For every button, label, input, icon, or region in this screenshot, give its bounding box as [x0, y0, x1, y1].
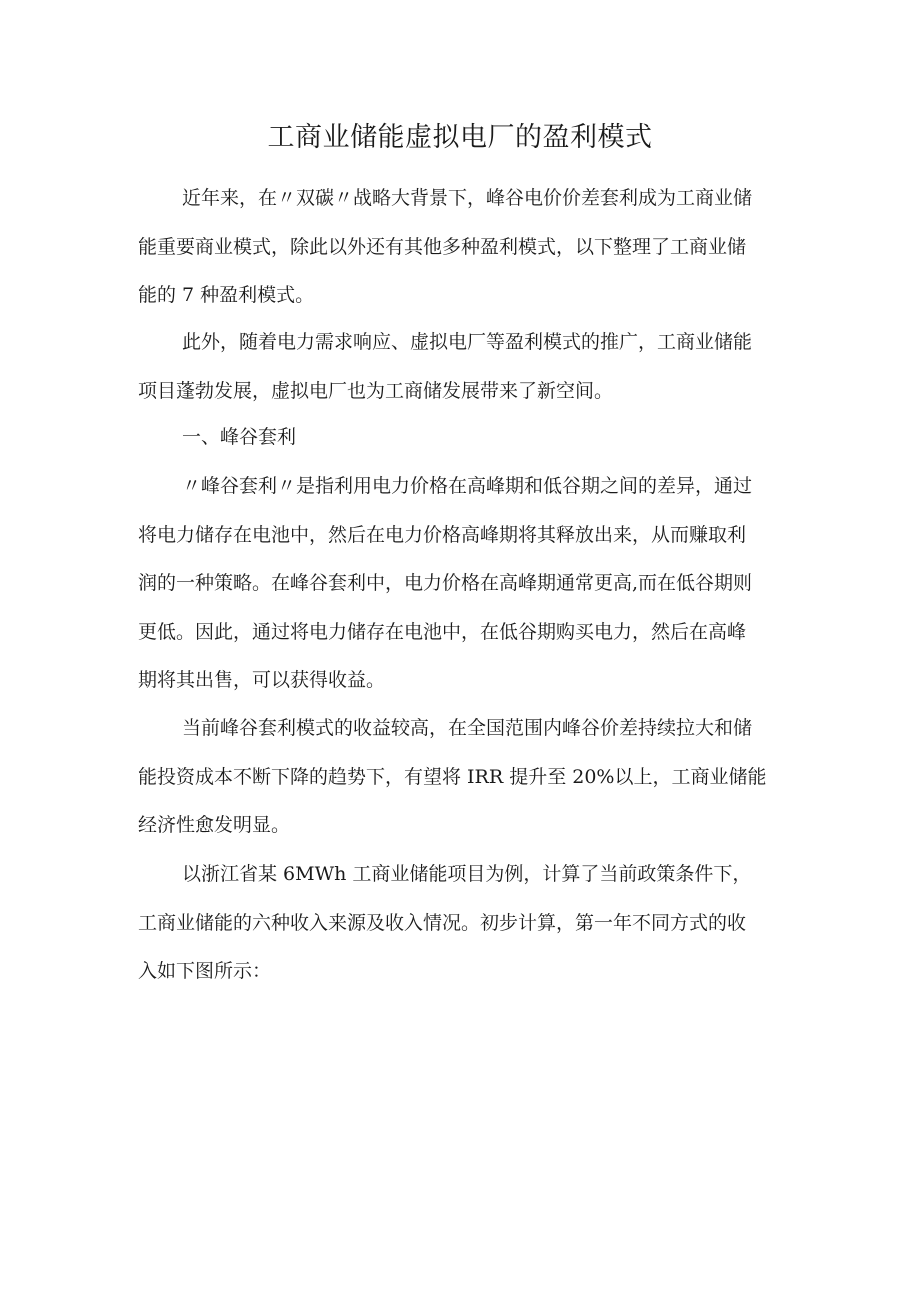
paragraph-line: 更低。因此，通过将电力储存在电池中，在低谷期购买电力，然后在高峰: [138, 620, 747, 643]
paragraph-line: 能的 7 种盈利模式。: [138, 284, 315, 307]
paragraph-line: 项目蓬勃发展，虚拟电厂也为工商储发展带来了新空间。: [138, 379, 614, 402]
paragraph-line: 工商业储能的六种收入来源及收入情况。初步计算，第一年不同方式的收: [138, 911, 747, 934]
paragraph-intro: [138, 174, 784, 320]
paragraph-line: 期将其出售，可以获得收益。: [138, 669, 386, 692]
paragraph-line: 以浙江省某 6MWh 工商业储能项目为例，计算了当前政策条件下，: [182, 863, 752, 885]
paragraph-line: 入如下图所示：: [138, 960, 272, 983]
paragraph-line: 此外，随着电力需求响应、虚拟电厂等盈利模式的推广，工商业储能: [182, 331, 753, 353]
page-title: 工商业储能虚拟电厂的盈利模式: [267, 122, 653, 153]
paragraph-line: 润的一种策略。在峰谷套利中，电力价格在高峰期通常更高,而在低谷期则: [138, 572, 753, 595]
section-heading-text: 一、峰谷套利: [182, 426, 297, 448]
paragraph-line: 近年来，在〃双碳〃战略大背景下，峰谷电价价差套利成为工商业储: [182, 187, 753, 209]
paragraph-arbitrage-definition: [138, 462, 784, 705]
paragraph-line: 能投资成本不断下降的趋势下，有望将 IRR 提升至 20%以上，工商业储能: [138, 765, 767, 788]
paragraph-line: 能重要商业模式，除此以外还有其他多种盈利模式，以下整理了工商业储: [138, 235, 747, 258]
paragraph-line: 经济性愈发明显。: [138, 814, 291, 837]
paragraph-zhejiang-example: [138, 850, 784, 996]
paragraph-line: 当前峰谷套利模式的收益较高，在全国范围内峰谷价差持续拉大和储: [182, 717, 753, 739]
paragraph-virtual-plant: [138, 318, 784, 415]
paragraph-arbitrage-returns: [138, 704, 784, 850]
section-heading: [138, 413, 784, 462]
paragraph-line: 〃峰谷套利〃是指利用电力价格在高峰期和低谷期之间的差异，通过: [182, 475, 753, 497]
paragraph-line: 将电力储存在电池中，然后在电力价格高峰期将其释放出来，从而赚取利: [138, 523, 747, 546]
